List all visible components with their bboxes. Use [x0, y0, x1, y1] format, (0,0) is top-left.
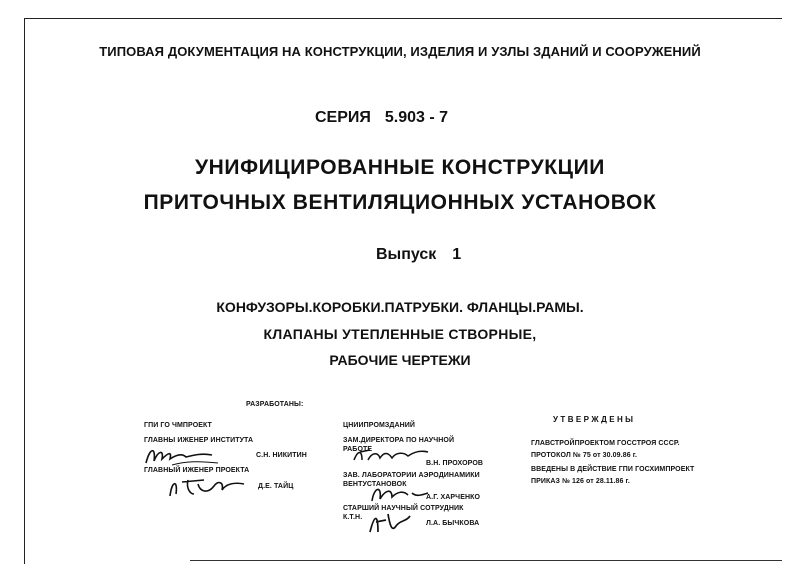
developed-label: РАЗРАБОТАНЫ: — [246, 401, 304, 408]
org2-role2-line1: ЗАВ. ЛАБОРАТОРИИ АЭРОДИНАМИКИ — [343, 472, 480, 479]
org2-person3: Л.А. БЫЧКОВА — [426, 520, 480, 527]
signature-taits — [164, 474, 254, 500]
signature-prokhorov — [352, 446, 432, 466]
frame-top-line — [24, 18, 782, 19]
org2-name: ЦНИИПРОМЗДАНИЙ — [343, 422, 416, 429]
org2-role3-line2: К.Т.Н. — [343, 514, 363, 521]
subtitle-line-2: КЛАПАНЫ УТЕПЛЕННЫЕ СТВОРНЫЕ, — [263, 326, 537, 342]
org2-person1: В.Н. ПРОХОРОВ — [426, 460, 484, 467]
series-number: 5.903 - 7 — [384, 109, 449, 126]
org1-name: ГПИ ГО ЧМПРОЕКТ — [144, 422, 212, 429]
approved-line-2: ПРОТОКОЛ № 75 от 30.09.86 г. — [531, 452, 638, 459]
org2-role3-line1: СТАРШИЙ НАУЧНЫЙ СОТРУДНИК — [343, 505, 464, 512]
approved-line-3: ВВЕДЕНЫ В ДЕЙСТВИЕ ГПИ ГОСХИМПРОЕКТ — [531, 466, 695, 473]
org2-role1-line2: РАБОТЕ — [343, 446, 373, 453]
org1-role1: ГЛАВНЫ ИЖЕНЕР ИНСТИТУТА — [144, 437, 254, 444]
approved-line-1: ГЛАВСТРОЙПРОЕКТОМ ГОССТРОЯ СССР. — [531, 440, 680, 447]
org2-person2: А.Г. ХАРЧЕНКО — [426, 494, 481, 501]
series-label: СЕРИЯ — [315, 109, 371, 126]
approved-line-4: ПРИКАЗ № 126 от 28.11.86 г. — [531, 478, 630, 485]
series-line — [315, 109, 448, 127]
org1-person2: Д.Е. ТАЙЦ — [258, 483, 294, 490]
frame-bottom-line — [190, 560, 782, 561]
issue-number: 1 — [452, 246, 462, 263]
title-line-1: УНИФИЦИРОВАННЫЕ КОНСТРУКЦИИ — [195, 156, 605, 179]
subtitle-line-1: КОНФУЗОРЫ.КОРОБКИ.ПАТРУБКИ. ФЛАНЦЫ.РАМЫ. — [216, 299, 584, 315]
document-header: ТИПОВАЯ ДОКУМЕНТАЦИЯ НА КОНСТРУКЦИИ, ИЗДЕЛИЯ И УЗЛЫ ЗДАНИЙ И СООРУЖЕНИЙ — [99, 44, 701, 59]
title-line-2: ПРИТОЧНЫХ ВЕНТИЛЯЦИОННЫХ УСТАНОВОК — [143, 191, 657, 214]
signature-bychkova — [366, 508, 416, 536]
frame-left-line — [24, 18, 25, 564]
org1-role2: ГЛАВНЫЙ ИЖЕНЕР ПРОЕКТА — [144, 467, 250, 474]
subtitle-line-3: РАБОЧИЕ ЧЕРТЕЖИ — [329, 352, 471, 368]
issue-label: Выпуск — [376, 246, 437, 263]
signature-kharchenko — [368, 483, 432, 505]
signature-nikitin — [142, 443, 232, 469]
approved-label: У Т В Е Р Ж Д Е Н Ы — [553, 415, 634, 424]
org2-role2-line2: ВЕНТУСТАНОВОК — [343, 481, 407, 488]
issue-line — [376, 246, 461, 264]
org2-role1-line1: ЗАМ.ДИРЕКТОРА ПО НАУЧНОЙ — [343, 437, 455, 444]
org1-person1: С.Н. НИКИТИН — [256, 452, 307, 459]
